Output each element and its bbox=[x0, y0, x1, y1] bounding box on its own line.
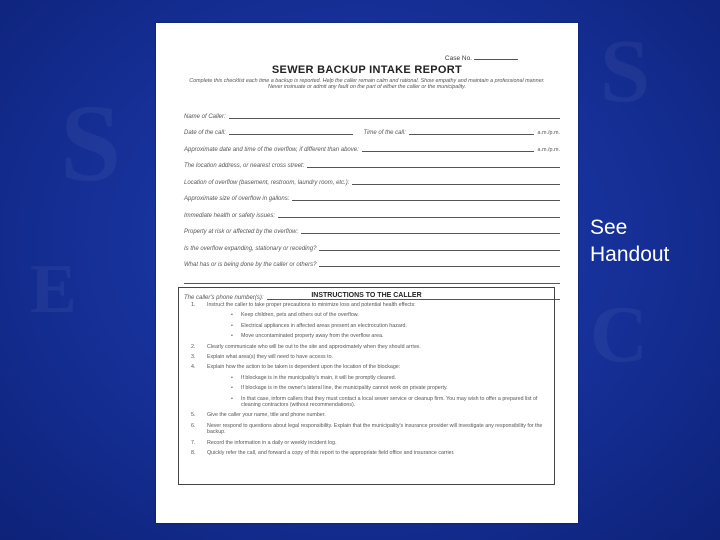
instruction-step: 1. Instruct the caller to take proper precautions to minimize loss and potential health effects: bbox=[191, 302, 416, 308]
instructions-box bbox=[178, 287, 555, 485]
background-watermark-2: E bbox=[30, 251, 77, 328]
instruction-bullet: • Electrical appliances in affected areas present an electrocution hazard. bbox=[231, 322, 407, 329]
bullet-icon: • bbox=[231, 333, 233, 340]
fill-line bbox=[307, 167, 560, 168]
fill-line bbox=[229, 134, 354, 135]
field-actions-taken: What has or is being done by the caller or others? bbox=[184, 252, 560, 269]
field-overflow-status: Is the overflow expanding, stationary or receding? bbox=[184, 235, 560, 252]
field-health-safety: Immediate health or safety issues: bbox=[184, 202, 560, 219]
fill-line bbox=[229, 118, 560, 119]
field-location-address: The location address, or nearest cross street: bbox=[184, 153, 560, 170]
instruction-step: 6. Never respond to questions about legal responsibility. Explain that the municipality's insurance provider will investigate any responsibility for the backup. bbox=[191, 422, 543, 436]
instruction-step: 2. Clearly communicate who will be out to the site and approximately when they should arrive. bbox=[191, 343, 421, 350]
see-handout-text bbox=[590, 214, 669, 268]
fill-line bbox=[352, 184, 560, 185]
fill-line bbox=[362, 151, 534, 152]
handout-document bbox=[156, 23, 578, 523]
fill-line bbox=[278, 217, 560, 218]
field-caller-name: Name of Caller: bbox=[184, 103, 560, 120]
bullet-icon: • bbox=[231, 385, 233, 392]
field-overflow-location: Location of overflow (basement, restroom, laundry room, etc.): bbox=[184, 169, 560, 186]
instruction-step: 8. Quickly refer the call, and forward a copy of this report to the appropriate field office and insurance carrier. bbox=[191, 450, 455, 457]
see-handout-line2: Handout bbox=[590, 243, 670, 266]
field-phone: The caller's phone number(s): bbox=[184, 285, 560, 302]
fill-line bbox=[184, 283, 560, 284]
instruction-bullet: • Keep children, pets and others out of the overflow. bbox=[231, 312, 359, 319]
bullet-icon: • bbox=[231, 395, 233, 402]
instructions-title: INSTRUCTIONS TO THE CALLER bbox=[311, 292, 422, 299]
fill-line bbox=[292, 200, 560, 201]
field-overflow-size: Approximate size of overflow in gallons: bbox=[184, 186, 560, 203]
intake-fields bbox=[184, 103, 560, 301]
see-handout-line1: See bbox=[590, 216, 628, 239]
field-blank-line bbox=[184, 268, 560, 285]
bullet-icon: • bbox=[231, 374, 233, 381]
background-watermark-3: S bbox=[600, 22, 651, 121]
case-number-label: Case No. bbox=[444, 55, 472, 62]
instruction-bullet: • If blockage is in the owner's lateral line, the municipality cannot work on private property. bbox=[231, 385, 448, 392]
case-number-line bbox=[474, 59, 518, 60]
instruction-bullet: • Move uncontaminated property away from the overflow area. bbox=[231, 333, 384, 340]
fill-line bbox=[319, 250, 560, 251]
field-date-time: Date of the call: Time of the call: a.m./p.m. bbox=[184, 130, 560, 136]
instruction-step: 5. Give the caller your name, title and phone number. bbox=[191, 412, 326, 419]
form-title: SEWER BACKUP INTAKE REPORT bbox=[271, 64, 463, 76]
instruction-bullet: • If blockage is in the municipality's main, it will be promptly cleared. bbox=[231, 374, 396, 381]
instruction-step: 4. Explain how the action to be taken is dependent upon the location of the blockage: bbox=[191, 364, 401, 371]
form-intro: Complete this checklist each time a backup is reported. Help the caller remain calm and rational. Show empathy and maintain a professional manner. Never insinuate or admit any fault on the part of either the caller or the municipality. bbox=[189, 78, 545, 91]
instruction-bullet: • In that case, inform callers that they must contact a local sewer service or cleanup firm. You may wish to offer a prepared list of cleaning contractors (without recommendations). bbox=[231, 395, 538, 409]
bullet-icon: • bbox=[231, 312, 233, 319]
fill-line bbox=[319, 266, 560, 267]
fill-line bbox=[409, 134, 534, 135]
field-property-at-risk: Property at risk or affected by the overflow: bbox=[184, 219, 560, 236]
instruction-step: 3. Explain what area(s) they will need to have access to. bbox=[191, 354, 334, 361]
bullet-icon: • bbox=[231, 322, 233, 329]
background-watermark-1: S bbox=[60, 82, 122, 204]
fill-line bbox=[301, 233, 560, 234]
background-watermark-4: C bbox=[590, 291, 648, 379]
instruction-step: 7. Record the information in a daily or weekly incident log. bbox=[191, 439, 337, 446]
field-approx-date: Approximate date and time of the overflow, if different than above: a.m./p.m. bbox=[184, 146, 560, 153]
case-number-field bbox=[445, 55, 518, 62]
